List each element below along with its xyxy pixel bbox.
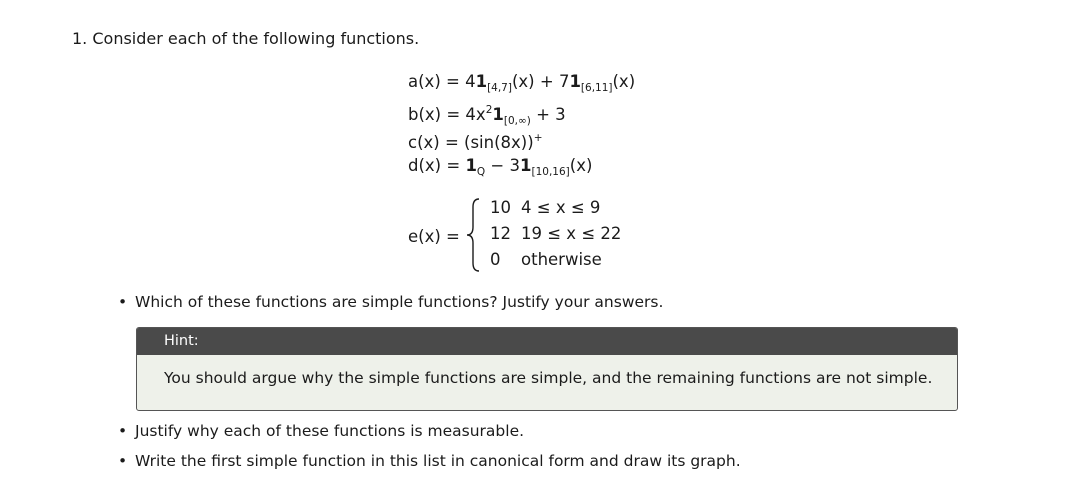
bullet-icon: • xyxy=(118,293,128,311)
equation-d: $d(x) = 1_Q - 31_{[10,16]}(x)$ xyxy=(408,156,593,178)
indicator-symbol: 1 xyxy=(465,156,477,175)
equation-b: $b(x) = 4x^21_{[0,\infty)} + 3$ xyxy=(408,104,566,127)
question-list xyxy=(118,422,741,470)
bullet-icon: • xyxy=(118,422,128,440)
indicator-symbol: 1 xyxy=(520,156,532,175)
equation-a: $a(x) = 41_{[4,7]}(x) + 71_{[6,11]}(x)$ xyxy=(408,72,636,94)
hint-text: You should argue why the simple functions are simple, and the remaining functions are not simple. xyxy=(164,369,933,387)
question-item: • Write the first simple function in this list in canonical form and draw its graph. xyxy=(118,452,741,470)
equation-c: c(x) = (sin(8x))+ xyxy=(408,132,543,152)
bullet-icon: • xyxy=(118,452,128,470)
problem-heading: 1. Consider each of the following functions. xyxy=(72,29,420,48)
indicator-symbol: 1 xyxy=(569,72,581,91)
question-item: • Justify why each of these functions is measurable. xyxy=(118,422,525,440)
question-item: • Which of these functions are simple functions? Justify your answers. xyxy=(118,293,664,311)
equation-e: e(x) = 10 4 ≤ x ≤ 9 12 19 ≤ x ≤ 22 0 otherwise xyxy=(408,197,648,275)
hint-box xyxy=(136,327,958,411)
left-brace xyxy=(465,197,485,273)
indicator-symbol: 1 xyxy=(475,72,488,91)
question-list xyxy=(118,293,663,311)
indicator-symbol: 1 xyxy=(492,105,504,124)
hint-title: Hint: xyxy=(137,328,957,355)
